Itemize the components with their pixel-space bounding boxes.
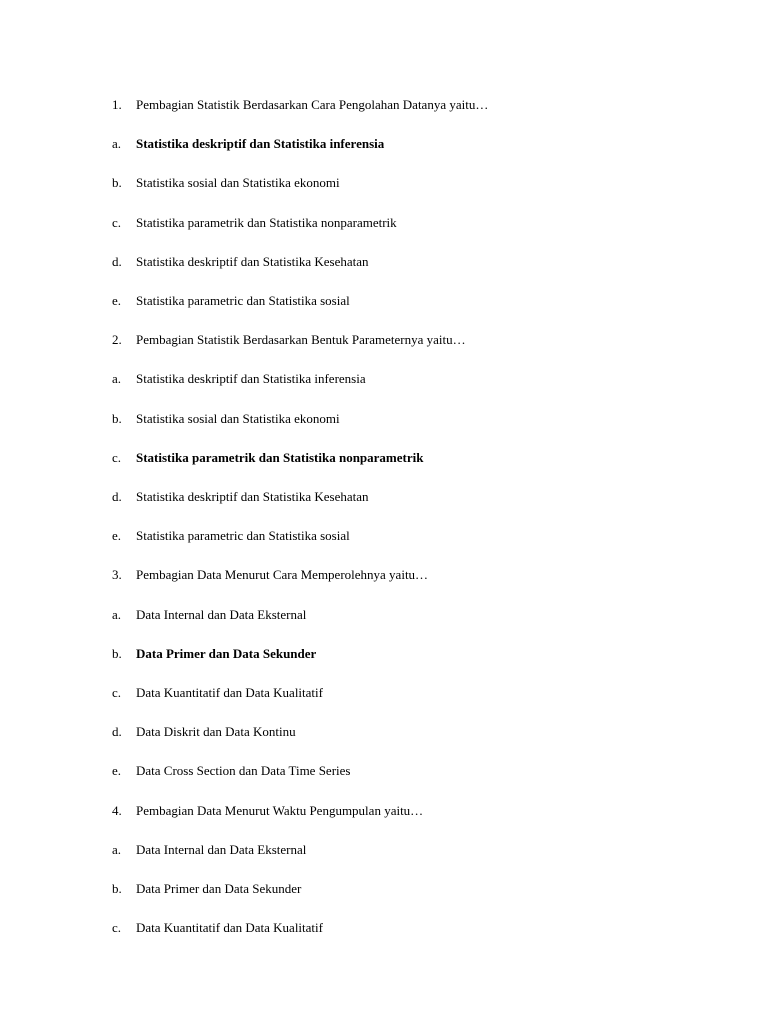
option-text: Data Internal dan Data Eksternal bbox=[136, 606, 307, 622]
option-letter: c. bbox=[112, 920, 122, 936]
option-text: Data Primer dan Data Sekunder bbox=[136, 881, 302, 896]
question-1-option-a bbox=[0, 134, 768, 154]
question-1-option-b bbox=[0, 173, 768, 193]
option-letter: c. bbox=[112, 685, 122, 700]
question-2-option-c bbox=[0, 448, 768, 468]
question-4-option-a bbox=[0, 840, 768, 860]
option-text: Data Kuantitatif dan Data Kualitatif bbox=[136, 685, 323, 700]
option-text-answer: Data Primer dan Data Sekunder bbox=[136, 645, 317, 661]
question-2-option-b bbox=[0, 409, 768, 429]
option-letter: a. bbox=[112, 606, 122, 622]
option-text-answer: Statistika parametrik dan Statistika nonparametrik bbox=[136, 449, 424, 465]
question-text: Pembagian Statistik Berdasarkan Cara Pengolahan Datanya yaitu… bbox=[136, 97, 489, 112]
option-text: Statistika sosial dan Statistika ekonomi bbox=[136, 175, 340, 191]
question-1 bbox=[0, 95, 768, 115]
question-number: 4. bbox=[112, 802, 122, 818]
option-text-answer: Statistika deskriptif dan Statistika inferensia bbox=[136, 136, 385, 152]
option-text: Statistika deskriptif dan Statistika Kesehatan bbox=[136, 253, 369, 269]
option-text: Statistika deskriptif dan Statistika Kesehatan bbox=[136, 489, 369, 504]
option-letter: d. bbox=[112, 724, 122, 740]
option-letter: c. bbox=[112, 449, 122, 465]
question-3-option-d bbox=[0, 722, 768, 742]
question-3-option-a bbox=[0, 605, 768, 625]
option-letter: c. bbox=[112, 214, 122, 230]
option-text: Statistika sosial dan Statistika ekonomi bbox=[136, 410, 340, 426]
question-4-option-c bbox=[0, 918, 768, 938]
option-text: Data Kuantitatif dan Data Kualitatif bbox=[136, 920, 323, 936]
question-3 bbox=[0, 565, 768, 585]
option-letter: b. bbox=[112, 410, 122, 426]
question-2-option-d bbox=[0, 487, 768, 507]
option-letter: e. bbox=[112, 528, 122, 544]
question-text: Pembagian Statistik Berdasarkan Bentuk Parameternya yaitu… bbox=[136, 332, 466, 348]
option-letter: e. bbox=[112, 763, 122, 779]
question-2-option-e bbox=[0, 526, 768, 546]
option-letter: a. bbox=[112, 371, 122, 387]
option-letter: d. bbox=[112, 489, 122, 504]
question-4-option-b bbox=[0, 879, 768, 899]
question-1-option-c bbox=[0, 213, 768, 233]
question-2-option-a bbox=[0, 369, 768, 389]
question-number: 1. bbox=[112, 97, 122, 112]
question-number: 2. bbox=[112, 332, 122, 348]
option-text: Data Cross Section dan Data Time Series bbox=[136, 763, 351, 779]
option-text: Statistika parametrik dan Statistika nonparametrik bbox=[136, 214, 397, 230]
question-3-option-e bbox=[0, 761, 768, 781]
question-1-option-e bbox=[0, 291, 768, 311]
option-letter: a. bbox=[112, 136, 122, 152]
option-letter: e. bbox=[112, 293, 122, 308]
question-text: Pembagian Data Menurut Waktu Pengumpulan yaitu… bbox=[136, 802, 424, 818]
question-text: Pembagian Data Menurut Cara Memperolehnya yaitu… bbox=[136, 567, 429, 583]
option-text: Data Diskrit dan Data Kontinu bbox=[136, 724, 296, 740]
option-text: Statistika deskriptif dan Statistika inferensia bbox=[136, 371, 366, 387]
question-2 bbox=[0, 330, 768, 350]
option-letter: d. bbox=[112, 253, 122, 269]
option-text: Data Internal dan Data Eksternal bbox=[136, 841, 307, 857]
option-text: Statistika parametric dan Statistika sosial bbox=[136, 293, 350, 308]
option-letter: b. bbox=[112, 175, 122, 191]
option-letter: b. bbox=[112, 645, 122, 661]
option-letter: b. bbox=[112, 881, 122, 896]
question-number: 3. bbox=[112, 567, 122, 583]
question-3-option-b bbox=[0, 644, 768, 664]
question-3-option-c bbox=[0, 683, 768, 703]
option-letter: a. bbox=[112, 841, 122, 857]
question-1-option-d bbox=[0, 252, 768, 272]
question-4 bbox=[0, 801, 768, 821]
option-text: Statistika parametric dan Statistika sosial bbox=[136, 528, 350, 544]
